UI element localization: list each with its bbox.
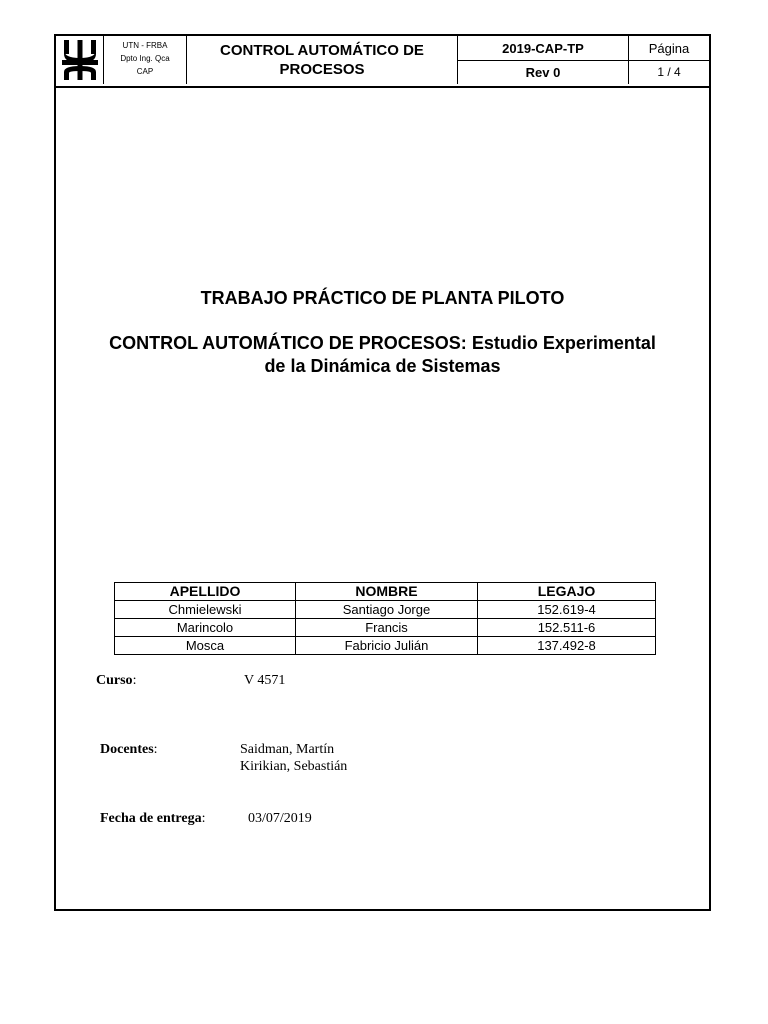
institution-line: Dpto Ing. Qca <box>120 54 170 63</box>
teachers-label: Docentes: <box>100 742 158 757</box>
member-name: Francis <box>296 619 478 637</box>
institution-line: CAP <box>136 67 154 76</box>
document-subtitle <box>56 332 709 378</box>
table-header-row <box>115 583 656 601</box>
subtitle-line2: de la Dinámica de Sistemas <box>264 356 501 376</box>
document-code: 2019-CAP-TP <box>458 36 628 61</box>
header-title <box>187 36 458 84</box>
column-header: APELLIDO <box>115 583 296 601</box>
member-surname: Marincolo <box>115 619 296 637</box>
member-name: Fabricio Julián <box>296 637 478 655</box>
member-id: 152.619-4 <box>478 601 656 619</box>
table-row <box>115 637 656 655</box>
document-title: TRABAJO PRÁCTICO DE PLANTA PILOTO <box>200 288 565 308</box>
utn-logo <box>56 36 104 84</box>
members-table <box>114 582 656 655</box>
document-frame <box>54 34 711 911</box>
subtitle-strong: CONTROL AUTOMÁTICO DE PROCESOS: <box>109 333 467 353</box>
teacher-name: Saidman, Martín <box>240 742 335 757</box>
member-name: Santiago Jorge <box>296 601 478 619</box>
utn-logo-icon <box>56 36 104 84</box>
member-surname: Chmielewski <box>115 601 296 619</box>
delivery-date: 03/07/2019 <box>248 811 312 826</box>
document-code-cell <box>458 36 629 84</box>
member-id: 152.511-6 <box>478 619 656 637</box>
teacher-name: Kirikian, Sebastián <box>240 759 348 774</box>
header-title-line: CONTROL AUTOMÁTICO DE <box>220 42 424 59</box>
course-value: V 4571 <box>244 673 286 688</box>
document-header <box>56 36 709 88</box>
institution-line: UTN - FRBA <box>122 41 168 50</box>
table-row <box>115 619 656 637</box>
page-cell <box>629 36 709 84</box>
subtitle-rest: Estudio Experimental <box>471 333 656 353</box>
course-label: Curso: <box>96 673 137 688</box>
member-surname: Mosca <box>115 637 296 655</box>
document-revision: Rev 0 <box>525 64 561 80</box>
page-number: 1 / 4 <box>657 65 681 79</box>
page-label: Página <box>629 36 709 61</box>
column-header: LEGAJO <box>478 583 656 601</box>
table-row <box>115 601 656 619</box>
header-title-line: PROCESOS <box>279 61 365 78</box>
member-id: 137.492-8 <box>478 637 656 655</box>
delivery-label: Fecha de entrega: <box>100 811 206 826</box>
institution-info <box>104 36 187 84</box>
column-header: NOMBRE <box>296 583 478 601</box>
